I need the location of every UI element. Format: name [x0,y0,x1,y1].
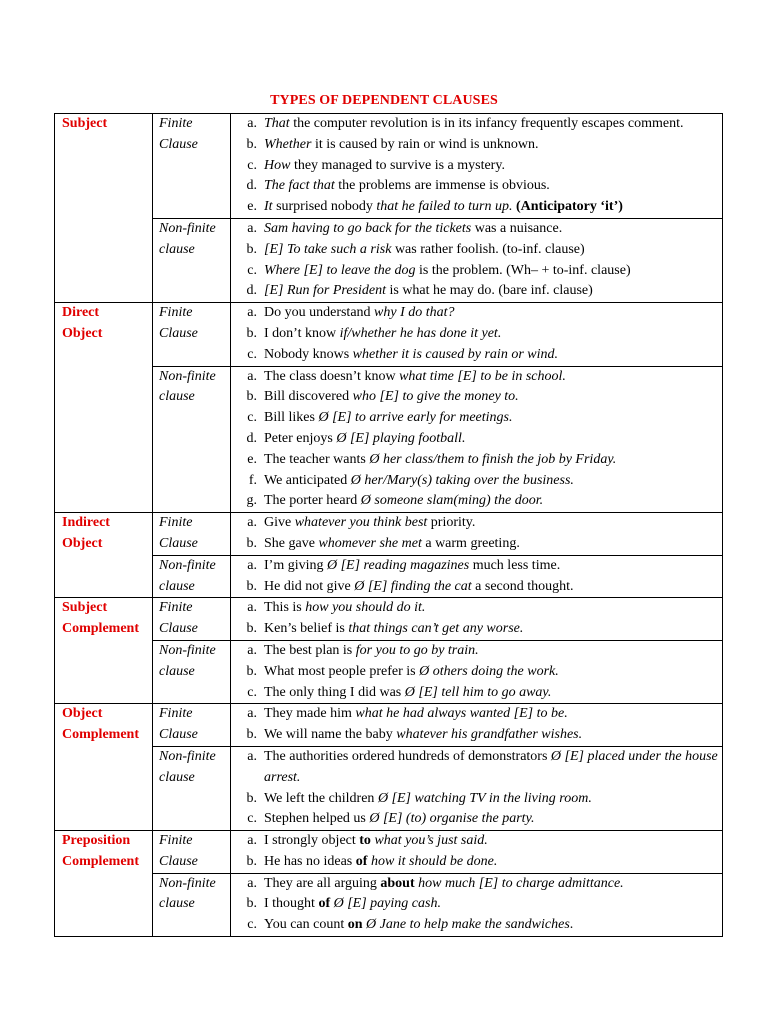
sentence-text: We will name the baby [264,727,397,743]
clause-type-label-line: Non-finite [159,368,216,384]
example-sentence [257,704,718,725]
example-letter: c. [247,262,257,278]
clause-type-label-line: Non-finite [159,220,216,236]
italic-clause-text: Ø Jane to help make the sandwiches [366,917,570,933]
example-sentence [257,303,718,324]
clause-type-label-line: Finite [159,116,193,131]
example-letter: b. [246,241,257,257]
sentence-text: was a nuisance. [471,220,563,236]
clause-type-cell [153,831,231,874]
sentence-text: This is [264,600,306,616]
example-letter: b. [246,790,257,806]
example-item [231,641,718,662]
category-label-line: Indirect [62,515,110,531]
sentence-text: Peter enjoys [264,430,337,446]
clause-type-cell [153,640,231,703]
example-sentence [257,577,718,598]
sentence-text: they managed to survive is a mystery. [290,157,505,173]
sentence-text: much less time. [469,557,561,573]
example-letter: c. [247,410,257,426]
table-row [55,218,723,302]
function-category-cell [55,513,153,598]
sentence-text: We anticipated [264,472,351,488]
example-letter: a. [247,305,257,321]
table-row [55,704,723,747]
example-letter: c. [247,346,257,362]
example-item [231,809,718,830]
example-letter: a. [247,557,257,573]
example-sentence [257,345,718,366]
sentence-text: Nobody knows [264,346,353,362]
example-item [231,197,718,218]
italic-clause-text: Ø her/Mary(s) taking over the business. [350,472,574,488]
example-sentence [257,534,718,555]
examples-cell [231,873,723,936]
example-sentence [257,156,718,177]
italic-clause-text: Ø others doing the work. [419,663,559,679]
category-label-line: Object [62,535,103,551]
sentence-text: The class doesn’t know [264,368,400,384]
example-sentence [257,683,718,704]
function-category-cell [55,303,153,513]
example-letter: b. [246,325,257,341]
clause-type-label-line: Clause [159,853,198,869]
example-item [231,874,718,895]
table-row [55,640,723,703]
sentence-text: The teacher wants [264,451,370,467]
clause-type-label-line: Finite [159,515,193,531]
example-letter: e. [247,199,257,215]
bold-text: of [318,896,331,912]
example-letter: d. [246,178,257,194]
clause-types-table [54,113,723,937]
clause-type-label-line: Non-finite [159,875,216,891]
sentence-text: . [569,917,574,933]
example-item [231,598,718,619]
example-item [231,704,718,725]
italic-clause-text: [E] Run for President [264,283,386,299]
sentence-text: I strongly object [264,833,360,849]
example-letter: a. [247,116,257,131]
sentence-text: They made him [264,706,356,722]
bold-text: on [347,917,363,933]
example-item [231,429,718,450]
sentence-text: I don’t know [264,325,340,341]
example-sentence [257,281,718,302]
italic-clause-text: Ø [E] paying cash. [333,896,441,912]
category-label-line: Complement [62,853,139,869]
clause-type-label-line: Clause [159,727,198,743]
example-letter: a. [247,748,257,764]
italic-clause-text: whether it is caused by rain or wind. [352,346,558,362]
italic-clause-text: Ø [E] to arrive early for meetings. [318,410,513,426]
italic-clause-text: who [E] to give the money to. [352,389,519,405]
example-item [231,135,718,156]
sentence-text: She gave [264,535,319,551]
example-sentence [257,789,718,810]
examples-cell [231,640,723,703]
example-letter: b. [246,136,257,152]
sentence-text: Give [264,515,295,531]
example-sentence [257,324,718,345]
example-sentence [257,219,718,240]
example-item [231,261,718,282]
clause-type-label-line: Clause [159,325,198,341]
sentence-text: I’m giving [264,557,327,573]
clause-type-label-line: Finite [159,706,193,722]
clause-type-label-line: Clause [159,136,198,152]
example-item [231,894,718,915]
sentence-text: Do you understand [264,305,375,321]
table-row [55,831,723,874]
example-letter: a. [247,515,257,531]
sentence-text: priority. [427,515,476,531]
example-item [231,513,718,534]
italic-clause-text: why I do that? [374,305,455,321]
examples-cell [231,513,723,556]
clause-type-cell [153,598,231,641]
italic-clause-text: Ø someone slam(ming) the door. [360,493,544,509]
examples-cell [231,746,723,830]
example-letter: a. [247,220,257,236]
example-letter: f. [248,472,257,488]
italic-clause-text: Where [E] to leave the dog [264,262,416,278]
example-sentence [257,450,718,471]
example-item [231,534,718,555]
italic-clause-text: what you’s just said. [374,833,488,849]
clause-type-label-line: clause [159,241,195,257]
example-item [231,789,718,810]
category-label-line: Complement [62,727,139,743]
clause-type-label-line: Finite [159,833,193,849]
example-item [231,240,718,261]
example-sentence [257,240,718,261]
sentence-text: Ken’s belief is [264,621,349,637]
sentence-text: The authorities ordered hundreds of demonstrators [264,748,551,764]
examples-cell [231,598,723,641]
example-sentence [257,894,718,915]
example-sentence [257,619,718,640]
sentence-text: a second thought. [471,578,574,594]
sentence-text: a warm greeting. [421,535,520,551]
function-category-cell [55,704,153,831]
table-body [55,114,723,937]
example-letter: b. [246,896,257,912]
clause-type-label-line: clause [159,663,195,679]
example-item [231,345,718,366]
italic-clause-text: for you to go by train. [355,642,479,658]
example-item [231,725,718,746]
example-item [231,683,718,704]
example-item [231,747,718,789]
example-letter: a. [247,833,257,849]
clause-type-label-line: clause [159,896,195,912]
example-item [231,324,718,345]
table-row [55,366,723,513]
clause-type-cell [153,114,231,219]
italic-clause-text: [E] To take such a risk [264,241,392,257]
category-label-line: Subject [62,600,108,616]
clause-type-label-line: clause [159,769,195,785]
italic-clause-text: That [264,116,290,131]
examples-cell [231,218,723,302]
italic-clause-text: The fact that [264,178,335,194]
category-label-line: Direct [62,305,100,321]
clause-type-label-line: Finite [159,600,193,616]
table-row [55,555,723,598]
example-sentence [257,809,718,830]
example-sentence [257,471,718,492]
example-letter: b. [246,389,257,405]
italic-clause-text: Ø [E] tell him to go away. [404,684,552,700]
example-sentence [257,261,718,282]
italic-clause-text: Ø her class/them to finish the job by Friday. [369,451,617,467]
example-letter: b. [246,663,257,679]
sentence-text: the computer revolution is in its infancy frequently escapes comment. [289,116,684,131]
sentence-text: was rather foolish. (to-inf. clause) [391,241,585,257]
category-label-line: Preposition [62,833,131,849]
example-sentence [257,831,718,852]
example-item [231,367,718,388]
clause-type-label-line: Clause [159,535,198,551]
sentence-text: the problems are immense is obvious. [334,178,550,194]
bold-text: to [359,833,371,849]
page-title: TYPES OF DEPENDENT CLAUSES [270,93,498,108]
italic-clause-text: How [264,157,291,173]
function-category-cell [55,831,153,937]
sentence-text: They are all arguing [264,875,381,891]
example-sentence [257,429,718,450]
example-sentence [257,598,718,619]
example-item [231,408,718,429]
example-letter: b. [246,578,257,594]
example-sentence [257,662,718,683]
example-sentence [257,725,718,746]
example-item [231,619,718,640]
example-sentence [257,747,718,789]
sentence-text: You can count [264,917,348,933]
italic-clause-text: Ø [E] finding the cat [354,578,472,594]
italic-clause-text: whatever his grandfather wishes. [396,727,583,743]
sentence-text: Stephen helped us [264,811,370,827]
italic-clause-text: how you should do it. [305,600,426,616]
clause-type-label-line: Non-finite [159,642,216,658]
italic-clause-text: that he failed to turn up. [376,199,513,215]
example-item [231,450,718,471]
italic-clause-text: Ø [E] reading magazines [327,557,470,573]
sentence-text: Bill likes [264,410,319,426]
examples-cell [231,366,723,513]
table-row [55,598,723,641]
example-letter: a. [247,600,257,616]
example-letter: a. [247,368,257,384]
italic-clause-text: what he had always wanted [E] to be. [355,706,568,722]
example-item [231,281,718,302]
clause-type-label-line: Non-finite [159,748,216,764]
example-letter: c. [247,684,257,700]
example-item [231,577,718,598]
sentence-text: Bill discovered [264,389,353,405]
sentence-text: I thought [264,896,319,912]
example-item [231,852,718,873]
italic-clause-text: how it should be done. [370,853,498,869]
clause-type-cell [153,746,231,830]
example-sentence [257,491,718,512]
example-item [231,176,718,197]
italic-clause-text: whomever she met [318,535,422,551]
example-sentence [257,408,718,429]
italic-clause-text: Sam having to go back for the tickets [264,220,472,236]
bold-text: about [380,875,415,891]
example-sentence [257,135,718,156]
example-letter: a. [247,642,257,658]
italic-clause-text: if/whether he has done it yet. [339,325,502,341]
example-item [231,156,718,177]
clause-type-cell [153,513,231,556]
example-item [231,556,718,577]
table-row [55,746,723,830]
italic-clause-text: what time [E] to be in school. [399,368,566,384]
example-sentence [257,641,718,662]
example-sentence [257,513,718,534]
clause-type-cell [153,704,231,747]
clause-type-cell [153,303,231,366]
table-row [55,873,723,936]
sentence-text: The best plan is [264,642,356,658]
function-category-cell [55,114,153,303]
italic-clause-text: that things can’t get any worse. [348,621,524,637]
example-letter: a. [247,706,257,722]
sentence-text: He has no ideas [264,853,356,869]
example-item [231,471,718,492]
example-item [231,219,718,240]
italic-clause-text: It [264,199,273,215]
example-item [231,114,718,135]
examples-cell [231,831,723,874]
example-letter: d. [246,283,257,299]
example-letter: b. [246,727,257,743]
example-sentence [257,114,718,135]
example-item [231,303,718,324]
example-item [231,662,718,683]
bold-text: of [355,853,368,869]
sentence-text: What most people prefer is [264,663,420,679]
clause-type-label-line: Finite [159,305,193,321]
sentence-text: is the problem. (Wh– + to-inf. clause) [415,262,631,278]
category-label-line: Complement [62,621,139,637]
sentence-text: The porter heard [264,493,361,509]
clause-type-cell [153,218,231,302]
sentence-text: surprised nobody [272,199,377,215]
table-row [55,114,723,219]
example-letter: g. [246,493,257,509]
italic-clause-text: how much [E] to charge admittance. [418,875,624,891]
example-sentence [257,176,718,197]
example-item [231,915,718,936]
italic-clause-text: Ø [E] watching TV in the living room. [377,790,592,806]
example-letter: b. [246,853,257,869]
example-sentence [257,367,718,388]
examples-cell [231,303,723,366]
example-letter: c. [247,917,257,933]
clause-type-label-line: clause [159,578,195,594]
sentence-text: We left the children [264,790,378,806]
category-label-line: Subject [62,116,108,131]
example-sentence [257,915,718,936]
italic-clause-text: Ø [E] (to) organise the party. [369,811,535,827]
italic-clause-text: Ø [E] playing football. [336,430,466,446]
sentence-text: The only thing I did was [264,684,405,700]
example-letter: c. [247,811,257,827]
clause-type-label-line: clause [159,389,195,405]
examples-cell [231,555,723,598]
category-label-line: Object [62,706,103,722]
italic-clause-text: Ø [E] placed under the house arrest. [264,748,718,785]
example-sentence [257,556,718,577]
example-sentence [257,197,718,218]
italic-clause-text: whatever you think best [294,515,428,531]
table-row [55,303,723,366]
example-sentence [257,852,718,873]
examples-cell [231,114,723,219]
sentence-text: is what he may do. (bare inf. clause) [385,283,593,299]
example-letter: b. [246,621,257,637]
examples-cell [231,704,723,747]
example-letter: a. [247,875,257,891]
bold-text: (Anticipatory ‘it’) [516,199,623,215]
italic-clause-text: Whether [264,136,312,152]
example-sentence [257,387,718,408]
example-letter: d. [246,430,257,446]
table-row [55,513,723,556]
function-category-cell [55,598,153,704]
example-item [231,387,718,408]
example-letter: c. [247,157,257,173]
clause-type-cell [153,873,231,936]
example-item [231,491,718,512]
sentence-text: it is caused by rain or wind is unknown. [311,136,539,152]
example-letter: b. [246,535,257,551]
sentence-text: He did not give [264,578,355,594]
clause-type-cell [153,555,231,598]
example-sentence [257,874,718,895]
clause-type-label-line: Non-finite [159,557,216,573]
example-item [231,831,718,852]
clause-type-label-line: Clause [159,621,198,637]
example-letter: e. [247,451,257,467]
clause-type-cell [153,366,231,513]
category-label-line: Object [62,325,103,341]
